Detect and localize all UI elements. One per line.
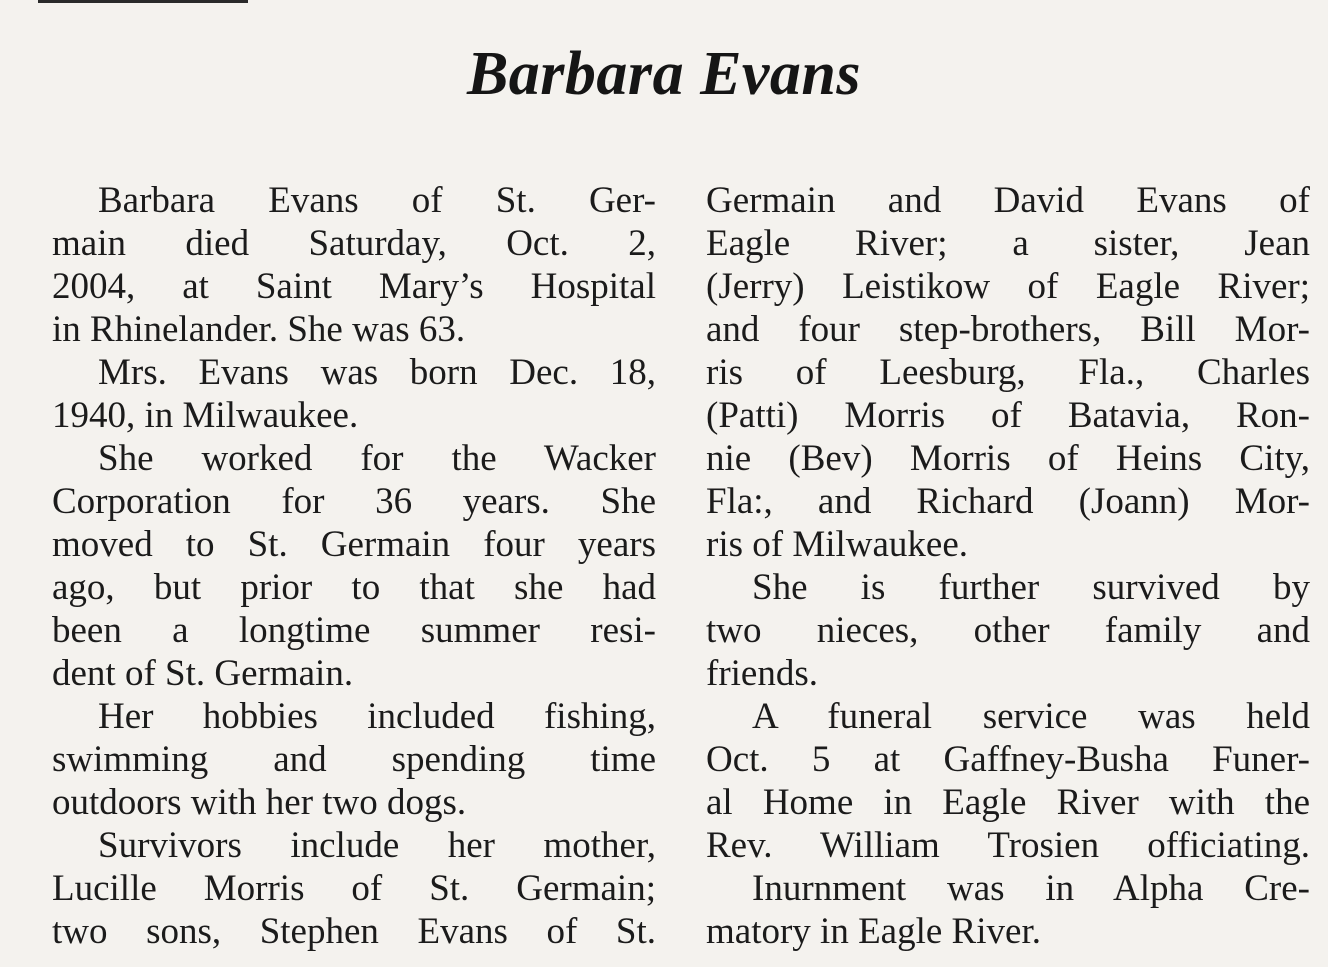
text-line: friends.: [706, 653, 818, 694]
text-line: nie (Bev) Morris of Heins City,: [706, 438, 1310, 479]
text-line: two nieces, other family and: [706, 610, 1310, 651]
right-column: [706, 179, 1310, 953]
text-line: two sons, Stephen Evans of St.: [52, 911, 656, 952]
text-line: ago, but prior to that she had: [52, 567, 656, 608]
text-line: Her hobbies included fishing,: [98, 696, 656, 737]
text-line: Barbara Evans of St. Ger-: [98, 180, 656, 221]
text-line: (Patti) Morris of Batavia, Ron-: [706, 395, 1310, 436]
text-line: A funeral service was held: [752, 696, 1310, 737]
text-line: main died Saturday, Oct. 2,: [52, 223, 656, 264]
text-line: been a longtime summer resi-: [52, 610, 656, 651]
text-line: Eagle River; a sister, Jean: [706, 223, 1310, 264]
text-line: Corporation for 36 years. She: [52, 481, 656, 522]
text-line: outdoors with her two dogs.: [52, 782, 467, 823]
text-line: Fla:, and Richard (Joann) Mor-: [706, 481, 1310, 522]
text-line: matory in Eagle River.: [706, 911, 1041, 952]
obituary-headline: Barbara Evans: [466, 40, 862, 108]
text-line: Survivors include her mother,: [98, 825, 656, 866]
text-line: ris of Leesburg, Fla., Charles: [706, 352, 1310, 393]
text-line: al Home in Eagle River with the: [706, 782, 1310, 823]
text-line: She worked for the Wacker: [98, 438, 656, 479]
text-line: Oct. 5 at Gaffney-Busha Funer-: [706, 739, 1310, 780]
top-rule: [38, 0, 248, 3]
text-line: She is further survived by: [752, 567, 1310, 608]
text-line: dent of St. Germain.: [52, 653, 354, 694]
text-line: Mrs. Evans was born Dec. 18,: [98, 352, 656, 393]
text-line: 1940, in Milwaukee.: [52, 395, 359, 436]
text-line: Germain and David Evans of: [706, 180, 1310, 221]
text-line: 2004, at Saint Mary’s Hospital: [52, 266, 656, 307]
text-line: ris of Milwaukee.: [706, 524, 969, 565]
text-line: swimming and spending time: [52, 739, 656, 780]
text-line: and four step-brothers, Bill Mor-: [706, 309, 1310, 350]
text-line: Lucille Morris of St. Germain;: [52, 868, 656, 909]
left-column: [52, 179, 656, 953]
text-line: Inurnment was in Alpha Cre-: [752, 868, 1310, 909]
text-line: (Jerry) Leistikow of Eagle River;: [706, 266, 1310, 307]
text-line: moved to St. Germain four years: [52, 524, 656, 565]
text-line: Rev. William Trosien officiating.: [706, 825, 1310, 866]
text-line: in Rhinelander. She was 63.: [52, 309, 466, 350]
